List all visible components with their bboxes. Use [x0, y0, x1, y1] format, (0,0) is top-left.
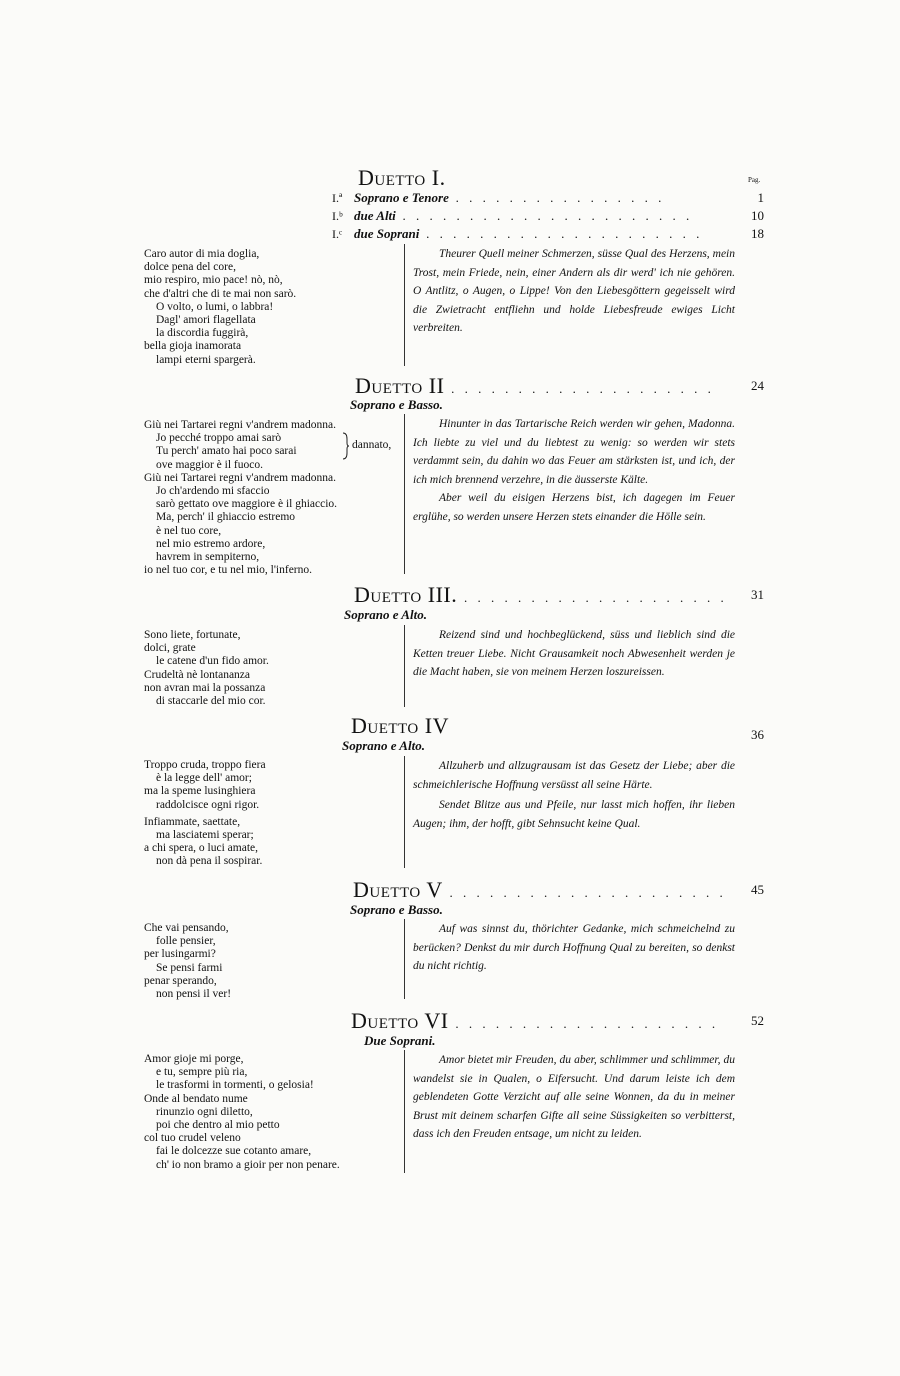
verse-line: a chi spera, o luci amate,	[144, 842, 258, 855]
verse-line: nel mio estremo ardore,	[156, 537, 266, 550]
verse-line: e tu, sempre più ria,	[156, 1066, 248, 1079]
duetto-2-voices: Soprano e Basso.	[350, 397, 443, 412]
duetto-1b-number: I.ᵇ	[332, 209, 343, 223]
duetto-4-german-text	[413, 757, 735, 833]
verse-line: le catene d'un fido amor.	[156, 655, 269, 668]
leader-dots: . . . . . . . . . . . . . . . . . . . .	[448, 1016, 719, 1031]
leader-dots: . . . . . . . . . . . . . . . . . . . . . .	[395, 208, 693, 223]
german-paragraph: Auf was sinnst du, thörichter Gedanke, mich schmeichelnd zu berücken? Denkst du mir durch Hoffnung Qual zu bereiten, so denkst du nicht richtig.	[413, 923, 735, 973]
verse-line: havrem in sempiterno,	[156, 551, 260, 564]
brace-word: dannato,	[352, 439, 392, 451]
duetto-5-german-text	[413, 920, 735, 976]
duetto-4-title: Duetto IV	[351, 713, 449, 738]
german-paragraph: Theurer Quell meiner Schmerzen, süsse Qual des Herzens, mein Trost, mein Friede, nein, einer Andern als dir werd' ich nie gehören. O Antlitz, o Augen, o Lippe! Von den Liebesgöttern gegeisselt wird die Zwietracht entfliehn und holde Liebesfreude ewiges Licht verbreiten.	[413, 248, 735, 335]
verse-line: che d'altri che di te mai non sarò.	[144, 287, 297, 300]
verse-line: non pensi il ver!	[156, 988, 232, 1001]
leader-dots: . . . . . . . . . . . . . . . . . . . . .	[442, 885, 727, 900]
duetto-1-italian-text	[144, 248, 406, 367]
verse-line: lampi eterni spargerà.	[156, 353, 256, 366]
duetto-3-italian-text	[144, 629, 406, 708]
duetto-1a-entry	[332, 190, 770, 206]
verse-line: non avran mai la possanza	[144, 681, 266, 694]
verse-line: penar sperando,	[144, 974, 217, 987]
duetto-3-voices: Soprano e Alto.	[344, 607, 427, 622]
duetto-3-page: 31	[751, 587, 764, 602]
verse-line: Jo pecché troppo amai sarò	[156, 432, 282, 445]
duetto-6-german-text	[413, 1051, 735, 1144]
verse-line: di staccarle del mio cor.	[156, 695, 266, 708]
page-column-label: Pag.	[748, 176, 761, 184]
verse-line: è nel tuo core,	[156, 524, 222, 537]
duetto-1-title: Duetto I.	[358, 165, 446, 190]
duetto-4-italian-text	[144, 759, 406, 869]
duetto-4-page: 36	[751, 727, 764, 742]
verse-line: ma lasciatemi sperar;	[156, 829, 254, 842]
duetto-2-german-text	[413, 415, 735, 527]
verse-line: Amor gioje mi porge,	[144, 1053, 244, 1065]
verse-line: mio respiro, mio pace! nò, nò,	[144, 274, 283, 287]
verse-line: Sono liete, fortunate,	[144, 629, 241, 641]
german-paragraph: Allzuherb und allzugrausam ist das Gesetz der Liebe; aber die schmeichlerische Hoffnung versüsst all seine Härte.	[413, 760, 735, 791]
duetto-1b-page: 10	[751, 208, 764, 223]
duetto-2-heading	[340, 373, 770, 398]
duetto-6-italian-text	[144, 1053, 406, 1172]
duetto-4-heading	[340, 713, 770, 742]
leader-dots: . . . . . . . . . . . . . . . . . . . .	[444, 381, 715, 396]
duetto-6-heading	[340, 1008, 770, 1033]
verse-line: è la legge dell' amor;	[156, 772, 252, 785]
verse-line: folle pensier,	[156, 935, 216, 948]
verse-line: le trasformi in tormenti, o gelosia!	[156, 1079, 314, 1092]
verse-line: la discordia fuggirà,	[156, 327, 249, 340]
verse-line: ma la speme lusinghiera	[144, 785, 256, 798]
duetto-1-heading	[340, 165, 770, 190]
duetto-2-page: 24	[751, 378, 764, 393]
german-paragraph: Reizend sind und hochbeglückend, süss und lieblich sind die Ketten treuer Liebe. Nicht Grausamkeit noch Abwesenheit werden je die Macht haben, sie von meinem Herzen loszureissen.	[413, 629, 735, 679]
duetto-5-title: Duetto V	[353, 877, 443, 902]
duetto-1a-number: I.ª	[332, 191, 343, 205]
verse-line: col tuo crudel veleno	[144, 1132, 241, 1145]
verse-line: Giù nei Tartarei regni v'andrem madonna.	[144, 471, 337, 484]
duetto-5-heading	[340, 877, 770, 902]
verse-line: io nel tuo cor, e tu nel mio, l'inferno.	[144, 564, 313, 577]
verse-line: poi che dentro al mio petto	[156, 1119, 280, 1132]
german-paragraph: Amor bietet mir Freuden, du aber, schlimmer und schlimmer, du wandelst sie in Qualen, o Eifersucht. Und darum leiste ich dem geblendeten Gotte Verzicht auf alle seine Wonnen, da du in meiner Brust mit deinem scharfen Gifte all seine Süssigkeiten so verbitterst, dass ich den Freuden entsage, um nicht zu leiden.	[413, 1054, 735, 1141]
verse-line: dolci, grate	[144, 642, 196, 655]
duetto-6-page: 52	[751, 1013, 764, 1028]
german-paragraph: Sendet Blitze aus und Pfeile, nur lasst mich hoffen, ihr lieben Augen; ihm, der hofft, gibt Sehnsucht keine Qual.	[413, 799, 735, 830]
leader-dots: . . . . . . . . . . . . . . . . . . . .	[457, 590, 728, 605]
verse-line: sarò gettato ove maggiore è il ghiaccio.	[156, 498, 338, 511]
column-divider	[404, 414, 405, 574]
duetto-1c-number: I.ᶜ	[332, 227, 343, 241]
german-paragraph: Aber weil du eisigen Herzens bist, ich dagegen im Feuer erglühe, so werden unsere Herzen stets einander die Hölle sein.	[413, 492, 735, 523]
duetto-1b-voices: due Alti	[354, 208, 396, 223]
leader-dots: . . . . . . . . . . . . . . . .	[448, 190, 665, 205]
verse-line: Se pensi farmi	[156, 961, 223, 974]
verse-line: rinunzio ogni diletto,	[156, 1105, 253, 1118]
duetto-1-german-text	[413, 245, 735, 338]
verse-line: fai le dolcezze sue cotanto amare,	[156, 1145, 312, 1158]
verse-line: O volto, o lumi, o labbra!	[156, 300, 274, 313]
verse-line: ch' io non bramo a gioir per non penare.	[156, 1158, 340, 1171]
duetto-2-title: Duetto II	[355, 373, 445, 398]
verse-line: Ma, perch' il ghiaccio estremo	[156, 511, 296, 524]
duetto-3-german-text	[413, 626, 735, 682]
duetto-4-voices: Soprano e Alto.	[342, 738, 425, 753]
duetto-1a-voices: Soprano e Tenore	[354, 190, 449, 205]
verse-line: non dà pena il sospirar.	[156, 855, 263, 868]
column-divider	[404, 1050, 405, 1173]
duetto-1b-entry	[332, 208, 770, 224]
duetto-5-voices: Soprano e Basso.	[350, 902, 443, 917]
duetto-5-italian-text	[144, 922, 406, 1001]
duetto-1c-page: 18	[751, 226, 764, 241]
verse-line: per lusingarmi?	[144, 948, 216, 961]
verse-line: Caro autor di mia doglia,	[144, 248, 260, 260]
verse-line: Dagl' amori flagellata	[156, 314, 256, 327]
verse-line: dolce pena del core,	[144, 261, 236, 274]
duetto-1c-entry	[332, 226, 770, 242]
duetto-3-heading	[340, 582, 770, 607]
column-divider	[404, 244, 405, 366]
column-divider	[404, 625, 405, 707]
verse-line: bella gioja inamorata	[144, 340, 242, 353]
verse-line: Troppo cruda, troppo fiera	[144, 759, 266, 771]
duetto-1a-page: 1	[757, 190, 764, 205]
brace-mark	[342, 432, 350, 460]
duetto-3-title: Duetto III.	[354, 582, 458, 607]
duetto-5-page: 45	[751, 882, 764, 897]
german-paragraph: Hinunter in das Tartarische Reich werden wir gehen, Madonna. Ich liebte zu viel und du liebtest zu wenig: so werden wir stets verdammt sein, du dahin wo das Feuer am stärksten ist, und ich, der ich mich brennend verzehre, in die äusserste Kälte.	[413, 418, 735, 486]
duetto-1c-voices: due Soprani	[354, 226, 420, 241]
leader-dots: . . . . . . . . . . . . . . . . . . . . .	[419, 226, 703, 241]
verse-line: Che vai pensando,	[144, 922, 229, 934]
duetto-6-title: Duetto VI	[351, 1008, 449, 1033]
verse-line: Crudeltà nè lontananza	[144, 668, 251, 681]
verse-line: Jo ch'ardendo mi sfaccio	[156, 485, 270, 498]
verse-line: Tu perch' amato hai poco sarai	[156, 445, 297, 458]
column-divider	[404, 919, 405, 999]
verse-line: Giù nei Tartarei regni v'andrem madonna.	[144, 419, 337, 431]
verse-line: ove maggior è il fuoco.	[156, 458, 263, 471]
duetto-6-voices: Due Soprani.	[364, 1033, 436, 1048]
verse-line: raddolcisce ogni rigor.	[156, 798, 260, 811]
verse-line: Infiammate, saettate,	[144, 815, 241, 828]
column-divider	[404, 756, 405, 868]
verse-line: Onde al bendato nume	[144, 1092, 248, 1105]
